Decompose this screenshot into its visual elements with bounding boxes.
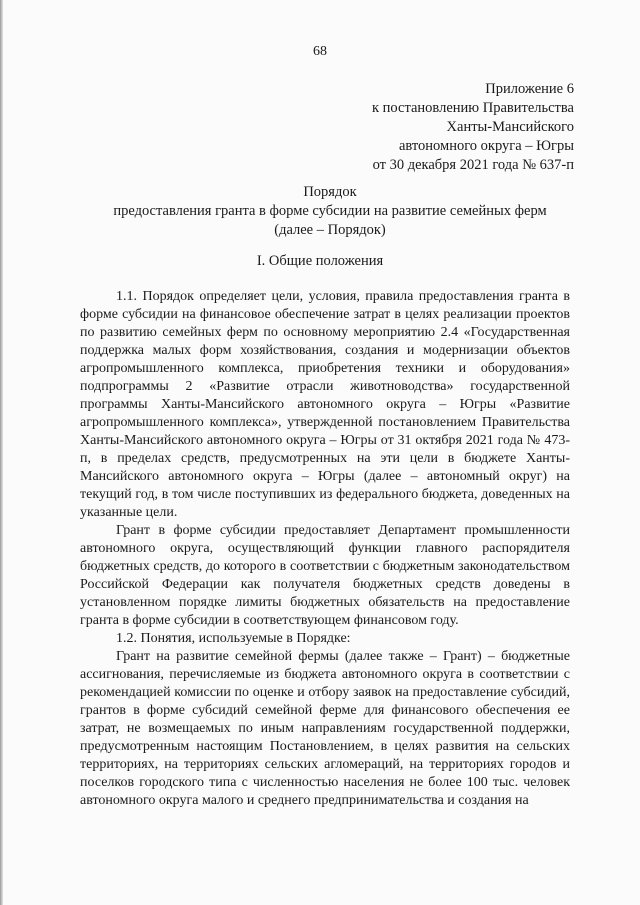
paragraph: Грант на развитие семейной фермы (далее также – Грант) – бюджетные ассигнования, перечисляемые из бюджета автономного округа в соответствии с рекомендацией комиссии по оценке и отбору заявок на предоставление субсидий, грантов в форме субсидий семейной ферме для финансового обеспечения ее затрат, не возмещаемых по иным направлениям государственной поддержки, предусмотренным настоящим Постановлением, в целях развития на сельских территориях, на территориях сельских агломераций, на территориях городов и поселков городского типа с численностью населения не более 100 тыс. человек автономного округа малого и среднего предпринимательства и создания на xyxy=(80,649,570,808)
body-text xyxy=(80,288,570,810)
title-line: (далее – Порядок) xyxy=(274,222,386,238)
appendix-line: от 30 декабря 2021 года № 637-п xyxy=(372,157,574,173)
page-edge-shadow xyxy=(0,0,3,905)
appendix-line: автономного округа – Югры xyxy=(398,138,574,154)
appendix-line: Ханты-Мансийского xyxy=(446,119,574,135)
appendix-line: Приложение 6 xyxy=(485,81,574,97)
appendix-header xyxy=(372,80,574,175)
paragraph: 1.1. Порядок определяет цели, условия, правила предоставления гранта в форме субсидии на финансовое обеспечение затрат в целях реализации проектов по развитию семейных ферм по основному мероприятию 2.4 «Государственная поддержка малых форм хозяйствования, создания и модернизации объектов агропромышленного комплекса, приобретения техники и оборудования» подпрограммы 2 «Развитие отрасли животноводства» государственной программы Ханты-Мансийского автономного округа – Югры «Развитие агропромышленного комплекса», утвержденной постановлением Правительства Ханты-Мансийского автономного округа – Югры от 31 октября 2021 года № 473-п, в пределах средств, предусмотренных на эти цели в бюджете Ханты-Мансийского автономного округа – Югры (далее – автономный округ) на текущий год, в том числе поступивших из федерального бюджета, доведенных на указанные цели. xyxy=(80,289,570,520)
paragraph: 1.2. Понятия, используемые в Порядке: xyxy=(116,631,351,646)
title-line: предоставления гранта в форме субсидии на развитие семейных ферм xyxy=(113,203,547,219)
document-title xyxy=(100,183,560,240)
title-heading: Порядок xyxy=(303,184,357,200)
section-heading: I. Общие положения xyxy=(256,253,384,269)
appendix-line: к постановлению Правительства xyxy=(372,100,574,116)
paragraph: Грант в форме субсидии предоставляет Департамент промышленности автономного округа, осуществляющий функции главного распорядителя бюджетных средств, до которого в соответствии с бюджетным законодательством Российской Федерации как получателя бюджетных средств доведены в установленном порядке лимиты бюджетных обязательств на предоставление гранта в форме субсидии в соответствующем финансовом году. xyxy=(80,523,570,628)
page-number: 68 xyxy=(313,44,327,59)
